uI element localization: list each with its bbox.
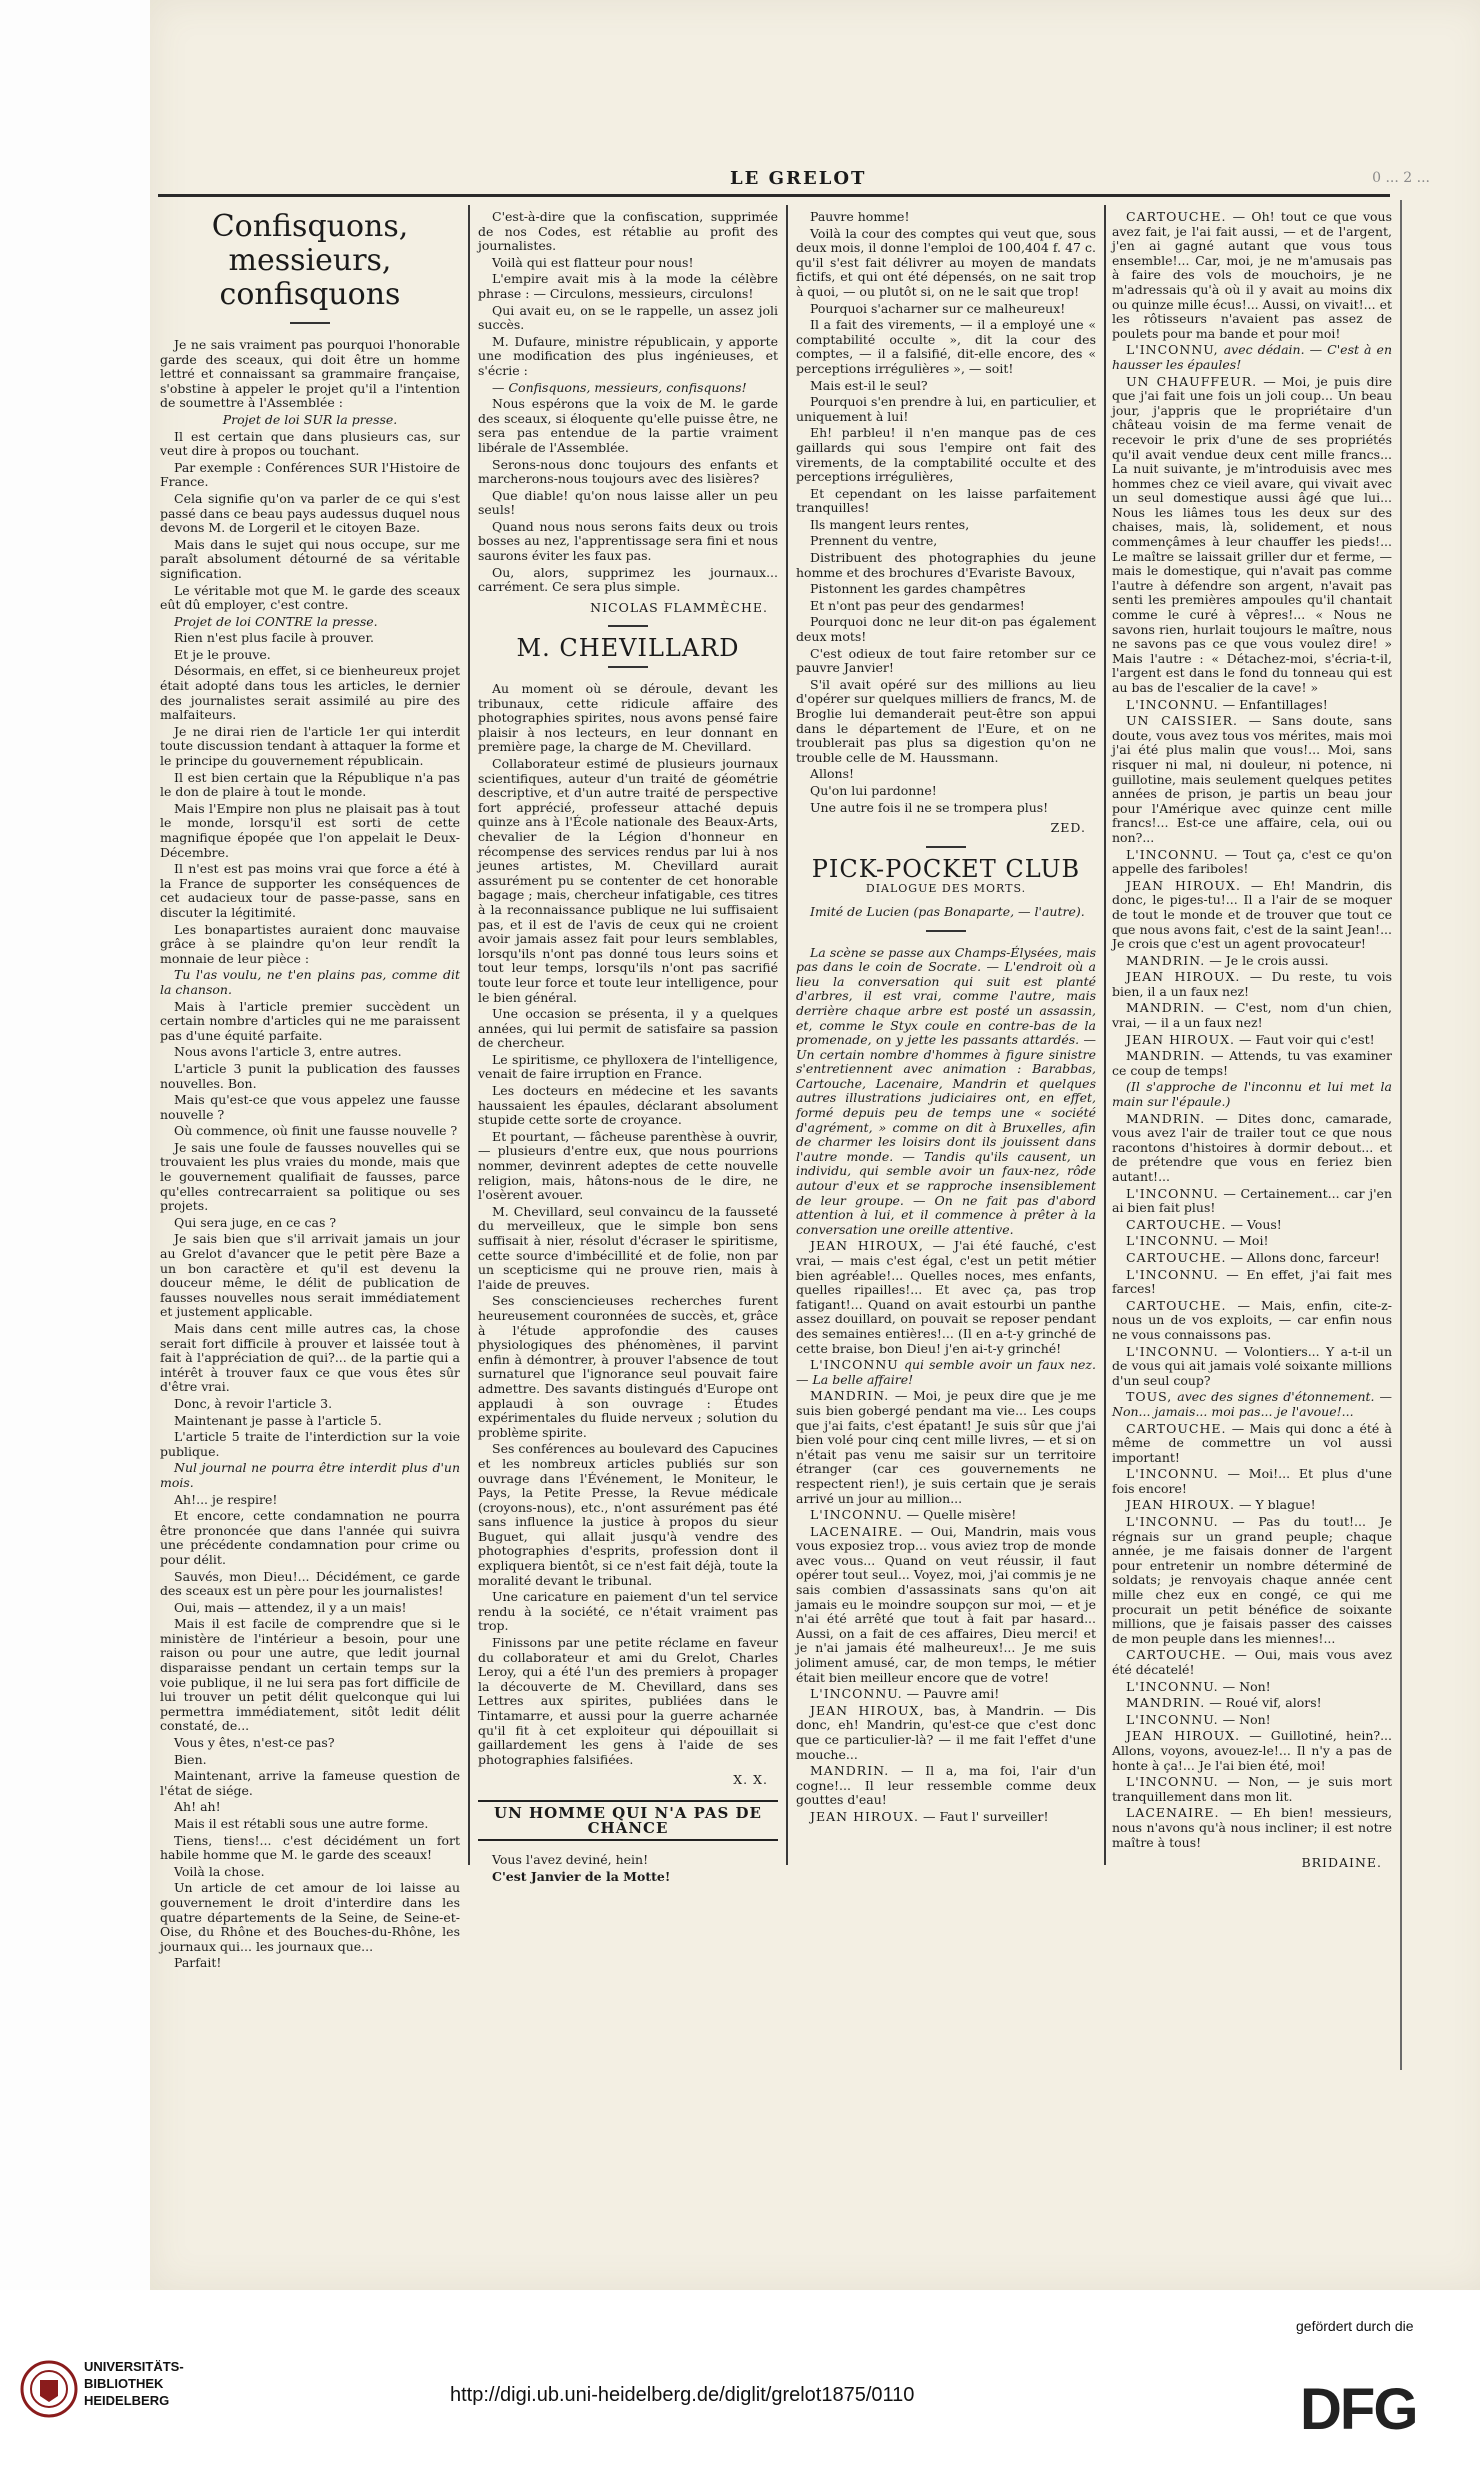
dialogue-line: — J'ai été fauché, c'est vrai, — mais c'est égal, c'est un petit métier bien agréable!... Quelles noces, mes enfants, quelles ripailles!... Et avec ça, pas trop fatigant!... Quand on avait estourbi un panthe assez douillard, on pouvait se reposer pendant des semaines entières!... (Il en a-t-y grinché de cette braise, bon Dieu! j'en ai-t-y grinché! — [796, 1238, 1096, 1356]
speaker: CARTOUCHE. — [1126, 1249, 1227, 1265]
paragraph: Rien n'est plus facile à prouver. — [174, 630, 375, 646]
dialogue-line: — Il a, ma foi, l'air d'un cogne!... Il leur ressemble comme deux gouttes d'eau! — [796, 1763, 1097, 1808]
newspaper-page — [150, 0, 1480, 2290]
dialogue-line: — Guillotiné, hein?... Allons, voyons, avouez-le!... Il n'y a pas de honte à ça!... Je l'ai bien été, moi! — [1112, 1728, 1392, 1773]
dialogue-line: — Non! — [1222, 1711, 1271, 1727]
library-name — [84, 2358, 184, 2409]
paragraph: Où commence, où finit une fausse nouvelle ? — [174, 1123, 458, 1139]
dialogue-line: avec dédain. — C'est à en hausser les épaules! — [1112, 342, 1393, 372]
article-title-chance: UN HOMME QUI N'A PAS DE CHANCE — [478, 1800, 778, 1841]
paragraph: Voilà qui est flatteur pour nous! — [492, 254, 694, 270]
signature-flammeche: NICOLAS FLAMMÈCHE. — [590, 599, 768, 615]
paragraph: Voilà la cour des comptes qui veut que, sous deux mois, il donne l'emploi de 100,404 f. 47 c. qu'il s'est fait délivrer au moyen de mandats fictifs, et qui ont été dépensés, on ne sait trop à quoi, — ou plutôt si, on ne le sait que trop! — [796, 225, 1096, 299]
stage-direction: La scène se passe aux Champs-Élysées, mais pas dans le coin de Socrate. — L'endroit où a lieu la conversation qui suit est planté d'arbres, il est vrai, comme l'autre, mais derrière chaque arbre est posté un assassin, et, comme le Styx coule en contre-bas de la promenade, on y jette les passants attardés. — Un certain nombre d'hommes à figure sinistre s'entretiennent avec animation : Barabbas, Cartouche, Lacenaire, Mandrin et quelques autres illustrations judiciaires ont, en effet, formé depuis peu de temps une « société d'agrément, » comme on dit à Bruxelles, afin de charmer les loisirs dont ils jouissent dans l'autre monde. — Tandis qu'ils causent, un individu, qui semble avoir un faux-nez, rôde autour d'eux et se rapproche insensiblement de leur groupe. — On ne fait pas d'abord attention à lui, et il commence à prêter à la conversation une oreille attentive. — [796, 944, 1096, 1237]
dialogue-line: — Moi!... Et plus d'une fois encore! — [1112, 1466, 1392, 1496]
paragraph: Je ne sais vraiment pas pourquoi l'honorable garde des sceaux, qui doit être un homme lettré et connaissant sa grammaire française, s'obstine à appeler le projet qu'il a l'intention de soumettre à l'Assemblée : — [160, 337, 460, 411]
paragraph: Par exemple : Conférences SUR l'Histoire de France. — [160, 459, 460, 490]
speaker: CARTOUCHE. — [1126, 1647, 1227, 1663]
paragraph: Cela signifie qu'on va parler de ce qui s'est passé dans ce beau pays audessus duquel nous devons M. de Lorgeril et le citoyen Baze. — [160, 490, 460, 536]
paragraph: Je sais bien que s'il arrivait jamais un jour au Grelot d'avancer que le petit père Baze a un bon caractère et qu'il est devenu la douceur même, le délit de publication de fausses nouvelles nous serait immédiatement et justement applicable. — [160, 1231, 460, 1320]
article-title-confisquons: Confisquons, messieurs, confisquons — [211, 209, 409, 312]
paragraph: Il a fait des virements, — il a employé une « comptabilité occulte », dit la cour des comptes, — il a falsifié, dit-elle encore, des « perceptions irrégulières », — soit! — [796, 317, 1096, 376]
paragraph: Finissons par une petite réclame en faveur du collaborateur et ami du Grelot, Charles Leroy, qui a été l'un des premiers à propager la découverte de M. Chevillard, dans ses Lettres aux spirites, publiées dans le Tintamarre, et aussi pour la guerre acharnée qu'il fit à cet exploiteur qui dépouillait si gaillardement les gens à l'aide de ses photographies falsifiées. — [478, 1635, 778, 1767]
title-dash — [290, 322, 330, 324]
speaker: CARTOUCHE. — [1126, 1216, 1227, 1232]
paragraph: Parfait! — [174, 1955, 222, 1971]
dialogue-line: — Pas du tout!... Je régnais sur un grand peuple; chaque année, je me faisais donner de l'argent pour entretenir un nombre déterminé de soldats; je renvoyais chaque année cent mille chez eux en congé, ce qui me procurait un petit bénéfice de soixante millions, que je faisais passer des caisses de mon peuple dans les miennes!... — [1112, 1514, 1392, 1646]
paragraph: Maintenant je passe à l'article 5. — [174, 1412, 382, 1428]
paragraph: Allons! — [810, 766, 855, 782]
speaker: UN CAISSIER. — [1126, 713, 1239, 729]
page-binding-edge — [1400, 200, 1402, 2070]
paragraph: Une caricature en paiement d'un tel service rendu à la société, ce n'était vraiment pas trop. — [478, 1589, 778, 1634]
dialogue-line: — Volontiers... Y a-t-il un de vous qui ait jamais volé soixante millions d'un seul coup? — [1112, 1343, 1392, 1388]
speaker: L'INCONNU. — [1126, 1678, 1219, 1694]
speaker: MANDRIN. — [1126, 952, 1206, 968]
speaker: TOUS, — [1126, 1389, 1173, 1405]
paragraph: Bien. — [174, 1751, 207, 1767]
paragraph: M. Chevillard, seul convaincu de la fausseté du merveilleux, que le simple bon sens suffisait à nier, résolut d'écraser le spiritisme, cette source d'imbécillité et de folie, non par un scepticisme qui ne prouve rien, mais à l'aide de preuves. — [478, 1203, 778, 1292]
speaker: L'INCONNU. — [1126, 1185, 1219, 1201]
library-name-line: UNIVERSITÄTS- — [84, 2359, 184, 2374]
speaker: L'INCONNU. — [1126, 1266, 1219, 1282]
paragraph: M. Dufaure, ministre républicain, y apporte une modification des plus ingénieuses, et s'écrie : — [478, 333, 778, 378]
dialogue-line: bas, à Mandrin. — Dis donc, eh! Mandrin, qu'est-ce que c'est donc que ce particulier-là? — il me fait l'effet d'une mouche... — [796, 1702, 1096, 1762]
speaker: JEAN HIROUX. — [1126, 1728, 1241, 1744]
paragraph: Ses consciencieuses recherches furent heureusement couronnées de succès, et, grâce à l'étude approfondie des causes physiologiques des phénomènes, il parvint enfin à démontrer, à prouver l'absence de tout surnaturel que l'ignorance seul pouvait faire admettre. Des savants distingués d'Europe ont applaudi à son ouvrage : Études expérimentales du fluide nerveux ; solution du problème spirite. — [478, 1293, 778, 1440]
library-name-line: HEIDELBERG — [84, 2393, 170, 2408]
dialogue-line: — Vous! — [1230, 1216, 1282, 1232]
paragraph: Ah!... je respire! — [174, 1491, 278, 1507]
speaker: L'INCONNU. — [1126, 1774, 1219, 1790]
paragraph: Mais il est rétabli sous une autre forme. — [174, 1816, 429, 1831]
speaker: JEAN HIROUX. — [810, 1808, 919, 1824]
paragraph: Collaborateur estimé de plusieurs journaux scientifiques, auteur d'un traité de géométrie descriptive, et d'un autre traité de perspective fort apprécié, professeur attaché depuis quinze ans à l'École nationale des Beaux-Arts, chevalier de la Légion d'honneur en récompense des services rendus par lui à nos jeunes artistes, M. Chevillard aurait assurément pu se contenter de cet honorable bagage ; mais, chercheur infatigable, ces titres à la reconnaissance publique ne lui suffisaient pas, et il est de l'avis de ceux qui ne croient avoir jamais assez fait pour leurs semblables, lorsqu'ils n'ont pas donné tous leurs soins et tout leur temps, lorsqu'ils n'ont pas sacrifié toute leur force et toute leur intelligence, pour le bien général. — [478, 756, 778, 1005]
scan-margin — [0, 0, 150, 2290]
column-4 — [1112, 210, 1392, 1879]
paragraph: Qui avait eu, on se le rappelle, un assez joli succès. — [478, 302, 778, 333]
dialogue-line: — Y blague! — [1238, 1497, 1316, 1513]
speaker: LACENAIRE. — [1126, 1805, 1220, 1821]
dialogue-line: — Roué vif, alors! — [1209, 1695, 1322, 1711]
dialogue-line: — Eh bien! messieurs, nous n'avons qu'à nous incliner; il est notre maître à tous! — [1112, 1805, 1392, 1850]
paragraph: Donc, à revoir l'article 3. — [174, 1395, 333, 1411]
paragraph: Mais est-il le seul? — [810, 377, 928, 393]
speaker: L'INCONNU, — [1126, 342, 1219, 358]
paragraph: Et je le prouve. — [174, 646, 271, 662]
dialogue-line: — Certainement... car j'en ai bien fait plus! — [1112, 1185, 1392, 1216]
paragraph: Ou, alors, supprimez les journaux... carrément. Ce sera plus simple. — [478, 564, 778, 595]
dialogue-line: — Pauvre ami! — [906, 1686, 1000, 1702]
dialogue-line: — Mais, enfin, cite-z-nous un de vos exploits, — car enfin nous ne vous connaissons pas. — [1112, 1297, 1392, 1342]
column-rule — [786, 205, 788, 1865]
dialogue-line: qui semble avoir un faux nez. — La belle affaire! — [796, 1357, 1096, 1387]
title-dash — [608, 666, 648, 668]
paragraph: Nul journal ne pourra être interdit plus d'un mois. — [160, 1460, 460, 1490]
column-rule — [1104, 205, 1106, 1865]
paragraph: C'est-à-dire que la confiscation, supprimée de nos Codes, est rétablie au profit des journalistes. — [478, 209, 778, 254]
article-title-chevillard: M. CHEVILLARD — [516, 634, 740, 663]
dialogue-line: — Faut voir qui c'est! — [1238, 1031, 1375, 1047]
paragraph: Nous espérons que la voix de M. le garde des sceaux, si éloquente qu'elle puisse être, ne sera pas entendue de la partie vraiment libérale de l'Assemblée. — [478, 396, 778, 455]
signature-xx: X. X. — [733, 1772, 768, 1788]
dialogue-line: — Attends, tu vas examiner ce coup de temps! — [1112, 1048, 1392, 1078]
paragraph: L'empire avait mis à la mode la célèbre phrase : — Circulons, messieurs, circulons! — [478, 271, 778, 301]
dialogue-line: — Allons donc, farceur! — [1230, 1249, 1380, 1265]
library-name-line: BIBLIOTHEK — [84, 2376, 164, 2391]
paragraph: Pistonnent les gardes champêtres — [810, 581, 1026, 597]
paragraph: — Confisquons, messieurs, confisquons! — [492, 379, 747, 395]
paragraph: Pourquoi s'acharner sur ce malheureux! — [810, 300, 1066, 316]
paragraph: Mais à l'article premier succèdent un certain nombre d'articles qui ne me paraissent pas d'une équité parfaite. — [160, 998, 460, 1043]
paragraph: Et n'ont pas peur des gendarmes! — [810, 597, 1025, 613]
speaker: CARTOUCHE. — [1126, 1420, 1227, 1436]
speaker: CARTOUCHE. — [1126, 209, 1227, 224]
speaker: L'INCONNU. — [1126, 846, 1219, 862]
paragraph: Projet de loi SUR la presse. — [222, 411, 398, 427]
paragraph: Désormais, en effet, si ce bienheureux projet était adopté dans tous les articles, le dernier des journalistes serait assimilé au pire des malfaiteurs. — [160, 663, 460, 723]
paragraph: Maintenant, arrive la fameuse question de l'état de siége. — [160, 1768, 460, 1798]
dialogue-line: — Oui, Mandrin, mais vous vous exposiez trop... vous aviez trop de monde avec vous... Quand on veut réussir, il faut opérer tout seul... Voyez, moi, j'ai commis je ne sais combien d'assassinats sans qu'on ait jamais eu le moindre soupçon sur moi, — et je n'ai été arrêté que tout à fait par hasard... Aussi, on a fait de ces affaires, Dieu merci! et je n'ai jamais été malheureux!... Je me suis joliment amusé, car, de mon temps, le métier était bien meilleur encore que de votre! — [796, 1523, 1096, 1685]
paragraph: Le véritable mot que M. le garde des sceaux eût dû employer, c'est contre. — [160, 582, 460, 613]
paragraph: Pauvre homme! — [810, 209, 910, 224]
paragraph: Au moment où se déroule, devant les tribunaux, cette ridicule affaire des photographies spirites, nous avons pensé faire plaisir à nos lecteurs, en leur donnant en première page, la charge de M. Chevillard. — [478, 681, 778, 755]
dialogue-line: — Je le crois aussi. — [1209, 952, 1329, 968]
dialogue-line: — Sans doute, sans doute, vous avez tous vos mérites, mais moi j'ai été plus malin que vous!... Moi, sans risquer ni mal, ni douleur, ni potence, ni guillotine, mais seulement quelques petites années de prison, je partis un beau jour pour l'Amérique avec quinze cent mille francs!... Est-ce une affaire, cela, oui ou non?... — [1112, 713, 1392, 845]
paragraph: Prennent du ventre, — [810, 533, 938, 549]
paragraph: Voilà la chose. — [174, 1863, 265, 1879]
article-title-pickpocket: PICK-POCKET CLUB — [811, 854, 1081, 883]
speaker: MANDRIN. — [1126, 1695, 1206, 1711]
speaker: L'INCONNU. — [810, 1507, 903, 1523]
paragraph: Les docteurs en médecine et les savants haussaient les épaules, déclarant absolument stupide cette sorte de croyance. — [478, 1083, 778, 1128]
stage-direction: (Il s'approche de l'inconnu et lui met la main sur l'épaule.) — [1112, 1079, 1392, 1110]
column-3 — [796, 210, 1096, 1827]
section-dash — [926, 846, 966, 848]
paragraph: Pourquoi s'en prendre à lui, en particulier, et uniquement à lui! — [796, 394, 1096, 424]
dialogue-line: — Moi! — [1222, 1233, 1269, 1249]
paragraph: Une occasion se présenta, il y a quelques années, qui lui permit de satisfaire sa passion de chercheur. — [478, 1006, 778, 1051]
speaker: CARTOUCHE. — [1126, 1297, 1227, 1313]
dialogue-line: — En effet, j'ai fait mes farces! — [1112, 1266, 1392, 1297]
paragraph: Mais qu'est-ce que vous appelez une fausse nouvelle ? — [160, 1092, 460, 1122]
paragraph: Il est bien certain que la République n'a pas le don de plaire à tout le monde. — [160, 769, 460, 800]
speaker: MANDRIN. — [810, 1388, 890, 1404]
paragraph: Qui sera juge, en ce cas ? — [174, 1214, 337, 1230]
dialogue-line: — C'est, nom d'un chien, vrai, — il a un faux nez! — [1112, 1000, 1392, 1031]
paragraph: Qu'on lui pardonne! — [810, 782, 937, 798]
paragraph: Pourquoi donc ne leur dit-on pas également deux mots! — [796, 614, 1096, 645]
viewer-footer — [0, 2290, 1480, 2474]
dialogue-line: — Quelle misère! — [906, 1507, 1017, 1523]
speaker: L'INCONNU. — [810, 1686, 903, 1702]
university-seal-icon — [20, 2360, 78, 2418]
speaker: JEAN HIROUX. — [1126, 877, 1241, 893]
speaker: JEAN HIROUX. — [1126, 1497, 1235, 1513]
speaker: L'INCONNU. — [1126, 1233, 1219, 1249]
header-rule — [158, 194, 1390, 197]
paragraph: Quand nous nous serons faits deux ou trois bosses au nez, l'apprentissage sera fini et nous saurons éviter les faux pas. — [478, 518, 778, 564]
dialogue-line: — Tout ça, c'est ce qu'on appelle des fariboles! — [1112, 846, 1392, 877]
signature-zed: ZED. — [1050, 820, 1086, 836]
dfg-logo: DFG — [1300, 2377, 1417, 2442]
paragraph: Imité de Lucien (pas Bonaparte, — l'autre). — [810, 903, 1085, 919]
column-2 — [478, 210, 778, 1886]
paragraph: Et cependant on les laisse parfaitement tranquilles! — [796, 485, 1096, 516]
paragraph: Et pourtant, — fâcheuse parenthèse à ouvrir, — plusieurs d'entre eux, que nous pourrions nommer, devinrent adeptes de cette nouvelle religion, mais, hâtons-nous de le dire, ne l'osèrent avouer. — [478, 1128, 778, 1203]
paragraph: Mais l'Empire non plus ne plaisait pas à tout le monde, lorsqu'il est sorti de cette magnifique épopée que l'on appelait le Deux-Décembre. — [160, 800, 460, 860]
speaker: L'INCONNU. — [1126, 696, 1219, 712]
speaker: L'INCONNU. — [1126, 1466, 1219, 1482]
paragraph: Que diable! qu'on nous laisse aller un peu seuls! — [478, 487, 778, 518]
paragraph: Eh! parbleu! il n'en manque pas de ces gaillards qui sous l'empire ont fait des virements, de la comptabilité occulte et des perceptions irrégulières, — [796, 425, 1096, 485]
speaker: JEAN HIROUX, — [810, 1238, 924, 1254]
paragraph: Un article de cet amour de loi laisse au gouvernement le droit d'interdire dans les quatre départements de la Seine, de Seine-et-Oise, du Rhône et des Bouches-du-Rhône, les journaux qui... les journaux que... — [160, 1880, 460, 1954]
paragraph: Sauvés, mon Dieu!... Décidément, ce garde des sceaux est un père pour les journalistes! — [160, 1568, 460, 1599]
speaker: L'INCONNU. — [1126, 1514, 1219, 1530]
paragraph: Mais dans le sujet qui nous occupe, sur me paraît absolument détourné de sa véritable signification. — [160, 536, 460, 581]
article-subtitle: DIALOGUE DES MORTS. — [865, 882, 1027, 896]
speaker: MANDRIN. — [1126, 1110, 1206, 1126]
masthead-title: LE GRELOT — [730, 168, 867, 189]
dialogue-line: — Moi, je puis dire que j'ai fait une fois un joli coup... Un beau jour, j'appris que le propriétaire d'un château voisin de ma ferme venait de recevoir le prix d'une de ses propriétés qu'il avait vendue deux cent mille francs... La nuit suivante, je m'introduisis avec mes hommes chez ce vieil avare, qui vivait avec un seul domestique aussi âgé que lui... Nous les liâmes tous les deux sur des chaises, mais, là, solidement, et nous commençâmes à leur chauffer les pieds!... Le maître se laissait griller dur et ferme, — mais le domestique, qui n'avait pas comme l'autre à défendre son argent, n'avait pas senti les premières ampoules qu'il chantait comme le curé à vêpres!... « Nous ne savons rien, hurlait toujours le maître, nous ne savons pas ce que vous voulez dire! » Mais l'autre : « Détachez-moi, s'écria-t-il, l'argent est dans le fond du tonneau qui est au bas de l'escalier de la cave! » — [1112, 373, 1392, 695]
dialogue-line: — Dites donc, camarade, vous avez l'air de trailer tout ce que nous racontons d'histoires à dormir debout... et de prétendre que vous en feriez bien autant!... — [1112, 1110, 1392, 1184]
speaker: L'INCONNU. — [1126, 1711, 1219, 1727]
paragraph: Distribuent des photographies du jeune homme et des brochures d'Evariste Bavoux, — [796, 550, 1096, 580]
dialogue-line: — Mais qui donc a été à même de commettre un vol aussi important! — [1112, 1420, 1392, 1465]
speaker: MANDRIN. — [1126, 1048, 1206, 1064]
paragraph: Ses conférences au boulevard des Capucines et les nombreux articles publiés sur son ouvrage dans l'Événement, le Moniteur, le Pays, la Petite Presse, la Revue médicale (croyons-nous), etc., n'ont assurément pas été sans influence la justice à propos du sieur Buguet, qui allait jusqu'à vendre des photographies d'esprits, profession dont il expliquera bientôt, si ce n'est fait déjà, toute la moralité devant le tribunal. — [478, 1441, 778, 1588]
paragraph: Ils mangent leurs rentes, — [810, 516, 970, 532]
paragraph: Les bonapartistes auraient donc mauvaise grâce à se plaindre qu'on leur rendît la monnaie de leur pièce : — [160, 921, 460, 966]
dialogue-line: — Non, — je suis mort tranquillement dans mon lit. — [1112, 1774, 1392, 1804]
paragraph: Ah! ah! — [174, 1799, 221, 1815]
paragraph: Serons-nous donc toujours des enfants et marcherons-nous toujours avec des lisières? — [478, 456, 778, 487]
paragraph: C'est Janvier de la Motte! — [492, 1868, 671, 1884]
speaker: LACENAIRE. — [810, 1523, 904, 1539]
paragraph: Je sais une foule de fausses nouvelles qui se trouvaient les plus vraies du monde, mais que le gouvernement qualifiait de fausses, parce qu'elles contrecarraient sa politique ou ses projets. — [160, 1139, 460, 1214]
dialogue-line: — Moi, je peux dire que je me suis bien gobergé pendant ma vie... Les coups que j'ai faits, c'est épatant! Je suis sûr que j'ai bien volé pour cinq cent mille livres, — et si on n'était pas venu me saisir sur un territoire étranger (car ces gouvernements ne respectent rien!), je suis certain que je serais arrivé un jour au million... — [796, 1388, 1096, 1506]
paragraph: L'article 5 traite de l'interdiction sur la voie publique. — [160, 1429, 460, 1459]
funding-label: gefördert durch die — [1296, 2318, 1414, 2334]
speaker: MANDRIN. — [810, 1763, 890, 1779]
section-dash — [608, 625, 648, 627]
paragraph: C'est odieux de tout faire retomber sur ce pauvre Janvier! — [796, 645, 1096, 676]
speaker: JEAN HIROUX. — [1126, 969, 1241, 985]
paragraph: S'il avait opéré sur des millions au lieu d'opérer sur quelques milliers de francs, M. de Broglie lui demanderait peut-être son appui dans le département de l'Eure, et on ne troublerait pas plus sa digestion qu'on ne trouble celle de M. Haussmann. — [796, 676, 1096, 765]
paragraph: Tiens, tiens!... c'est décidément un fort habile homme que M. le garde des sceaux! — [160, 1832, 460, 1863]
speaker: MANDRIN. — [1126, 1000, 1206, 1016]
paragraph: Mais dans cent mille autres cas, la chose serait fort difficile à prouver et laissée tout à fait à l'appréciation de qui?... de la partie qui a intérêt à trouver faux ce que vous êtes sûr d'être vrai. — [160, 1321, 460, 1395]
paragraph: Le spiritisme, ce phylloxera de l'intelligence, venait de faire irruption en France. — [478, 1051, 778, 1082]
permalink-url[interactable]: http://digi.ub.uni-heidelberg.de/diglit/grelot1875/0110 — [450, 2384, 915, 2406]
paragraph: Tu l'as voulu, ne t'en plains pas, comme dit la chanson. — [160, 967, 460, 997]
page-header — [150, 168, 1480, 192]
speaker: UN CHAUFFEUR. — [1126, 373, 1258, 389]
dialogue-line: — Faut l' surveiller! — [922, 1808, 1049, 1824]
paragraph: Nous avons l'article 3, entre autres. — [174, 1044, 402, 1060]
speaker: JEAN HIROUX. — [1126, 1031, 1235, 1047]
dialogue-line: — Enfantillages! — [1222, 696, 1328, 712]
paragraph: Vous l'avez deviné, hein! — [492, 1852, 649, 1868]
dialogue-line: — Du reste, tu vois bien, il a un faux nez! — [1112, 969, 1392, 999]
dialogue-line: — Non! — [1222, 1678, 1271, 1694]
paragraph: Je ne dirai rien de l'article 1er qui interdit toute discussion tendant à attaquer la forme et le principe du gouvernement républicain. — [160, 723, 460, 769]
section-dash — [926, 930, 966, 932]
column-1 — [160, 210, 460, 1973]
speaker: L'INCONNU. — [1126, 1343, 1219, 1359]
dialogue-line: avec des signes d'étonnement. — Non... jamais... moi pas... je l'avoue!... — [1112, 1389, 1393, 1419]
dialogue-line: — Eh! Mandrin, dis donc, le piges-tu!... Il a l'air de se moquer de tout le monde et de trouver que tout ce que nous avons fait, c'est de la saint Jean!... Je crois que c'est un agent provocateur! — [1112, 877, 1392, 952]
paragraph: Oui, mais — attendez, il y a un mais! — [174, 1599, 407, 1615]
paragraph: Et encore, cette condamnation ne pourra être prononcée que dans l'année qui suivra une précédente condamnation pour crime ou pour délit. — [160, 1508, 460, 1567]
paragraph: Projet de loi CONTRE la presse. — [174, 613, 378, 629]
signature-bridaine: BRIDAINE. — [1301, 1855, 1382, 1871]
column-rule — [468, 205, 470, 1865]
dialogue-line: — Oh! tout ce que vous avez fait, je l'ai fait aussi, — et de l'argent, j'en ai gagné autant que vous tous ensemble!... Car, moi, je ne m'amusais pas à faire des vols de mouchoirs, je ne m'adressais qu'à où il y avait au moins dix ou quinze mille écus!... Aussi, on vivait!... et les rôtisseurs n'avaient pas assez de poulets pour ma bande et pour moi! — [1112, 209, 1392, 341]
dialogue-line: — Oui, mais vous avez été décatelé! — [1112, 1647, 1392, 1677]
paragraph: Une autre fois il ne se trompera plus! — [810, 799, 1049, 815]
page-id-stamp: 0 ... 2 ... — [1372, 170, 1430, 186]
paragraph: Vous y êtes, n'est-ce pas? — [174, 1735, 335, 1751]
paragraph: Il est certain que dans plusieurs cas, sur veut dire à propos ou touchant. — [160, 428, 460, 459]
speaker: L'INCONNU — [810, 1357, 899, 1373]
paragraph: Il n'est est pas moins vrai que force a été à la France de supporter les conséquences de cet audacieux tour de passe-passe, sans en discuter la légitimité. — [160, 861, 460, 920]
paragraph: L'article 3 punit la publication des fausses nouvelles. Bon. — [160, 1060, 460, 1091]
paragraph: Mais il est facile de comprendre que si le ministère de l'intérieur a besoin, pour une raison ou pour une autre, que ledit journal disparaisse pendant un certain temps sur la voie publique, il ne lui sera pas fort difficile de lui trouver un petit délit quelconque qui lui permettra immédiatement, sitôt ledit délit constaté, de... — [160, 1616, 460, 1734]
speaker: JEAN HIROUX, — [810, 1702, 925, 1718]
